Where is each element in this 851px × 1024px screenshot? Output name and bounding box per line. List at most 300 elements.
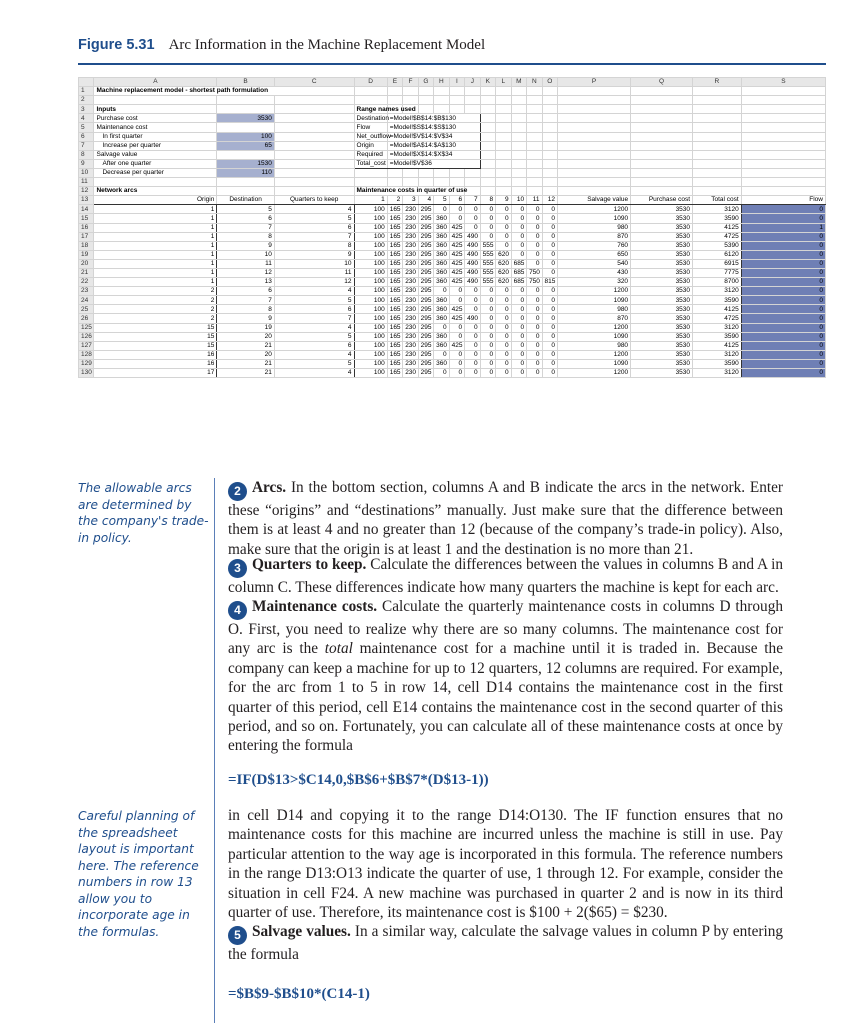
sheet-cell bbox=[217, 178, 275, 187]
sheet-cell bbox=[274, 123, 354, 132]
margin-note-arcs: The allowable arcs are determined by the company's trade-in policy. bbox=[78, 481, 209, 545]
table-header-cell: 11 bbox=[527, 196, 542, 205]
table-cell: 230 bbox=[403, 287, 418, 296]
table-cell: 0 bbox=[434, 369, 449, 378]
step-5-body: In a similar way, calculate the salvage values in column P by entering the formula bbox=[228, 923, 783, 963]
table-row bbox=[79, 232, 826, 241]
table-cell: 0 bbox=[511, 205, 526, 214]
table-header-cell: Destination bbox=[217, 196, 275, 205]
sheet-row-12 bbox=[79, 187, 826, 196]
table-cell: 100 bbox=[354, 214, 387, 223]
table-cell: 0 bbox=[480, 223, 495, 232]
column-header-c: C bbox=[274, 78, 354, 87]
input-label: After one quarter bbox=[94, 159, 217, 168]
table-cell: 295 bbox=[418, 314, 433, 323]
table-cell: 1200 bbox=[558, 350, 631, 359]
table-header-cell: Quarters to keep bbox=[274, 196, 354, 205]
sheet-cell bbox=[542, 87, 557, 96]
table-cell: 0 bbox=[511, 369, 526, 378]
range-reference: =Model!$S$14:$S$130 bbox=[387, 123, 480, 132]
sheet-cell bbox=[496, 150, 511, 159]
flow-cell: 0 bbox=[741, 296, 825, 305]
row-header: 18 bbox=[79, 241, 94, 250]
table-cell: 1 bbox=[94, 232, 217, 241]
table-cell: 360 bbox=[434, 241, 449, 250]
table-cell: 0 bbox=[511, 214, 526, 223]
table-cell: 165 bbox=[387, 341, 402, 350]
sheet-cell bbox=[558, 123, 631, 132]
column-header-r: R bbox=[693, 78, 742, 87]
table-cell: 1090 bbox=[558, 214, 631, 223]
table-cell: 0 bbox=[480, 205, 495, 214]
table-cell: 0 bbox=[511, 232, 526, 241]
column-header-i: I bbox=[449, 78, 464, 87]
table-cell: 425 bbox=[449, 250, 464, 259]
input-label: Increase per quarter bbox=[94, 141, 217, 150]
table-cell: 4725 bbox=[693, 314, 742, 323]
input-value: 65 bbox=[217, 141, 275, 150]
sheet-cell bbox=[527, 96, 542, 105]
table-cell: 0 bbox=[496, 323, 511, 332]
table-cell: 1 bbox=[94, 259, 217, 268]
table-cell: 0 bbox=[542, 214, 557, 223]
table-row bbox=[79, 241, 826, 250]
flow-cell: 0 bbox=[741, 241, 825, 250]
table-header-cell: 7 bbox=[465, 196, 480, 205]
table-cell: 100 bbox=[354, 205, 387, 214]
table-cell: 0 bbox=[511, 250, 526, 259]
section-label: Network arcs bbox=[94, 187, 217, 196]
sheet-cell bbox=[558, 87, 631, 96]
table-header-cell: Origin bbox=[94, 196, 217, 205]
sheet-cell bbox=[434, 105, 449, 114]
sheet-cell bbox=[542, 159, 557, 168]
sheet-cell bbox=[558, 168, 631, 177]
row-header: 24 bbox=[79, 296, 94, 305]
step-5-paragraph bbox=[228, 922, 783, 964]
column-header-l: L bbox=[496, 78, 511, 87]
sheet-cell bbox=[631, 178, 693, 187]
table-cell: 620 bbox=[496, 278, 511, 287]
table-cell: 685 bbox=[511, 268, 526, 277]
margin-note-planning: Careful planning of the spreadsheet layout is important here. The reference numbers in row 13 allow you to incorporate age in the formulas. bbox=[78, 809, 199, 939]
table-cell: 0 bbox=[527, 214, 542, 223]
table-cell: 165 bbox=[387, 359, 402, 368]
table-cell: 230 bbox=[403, 241, 418, 250]
sheet-row-7 bbox=[79, 141, 826, 150]
row-header: 128 bbox=[79, 350, 94, 359]
table-cell: 10 bbox=[274, 259, 354, 268]
table-cell: 0 bbox=[527, 314, 542, 323]
table-cell: 0 bbox=[511, 223, 526, 232]
sheet-cell bbox=[496, 123, 511, 132]
sheet-cell bbox=[449, 105, 464, 114]
table-cell: 20 bbox=[217, 350, 275, 359]
table-cell: 0 bbox=[527, 323, 542, 332]
sheet-cell bbox=[511, 141, 526, 150]
table-cell: 0 bbox=[465, 350, 480, 359]
table-cell: 165 bbox=[387, 223, 402, 232]
table-cell: 100 bbox=[354, 305, 387, 314]
input-value bbox=[217, 123, 275, 132]
table-row bbox=[79, 323, 826, 332]
title-rule bbox=[78, 63, 826, 65]
sheet-cell bbox=[418, 87, 433, 96]
table-cell: 3530 bbox=[631, 250, 693, 259]
sheet-cell bbox=[527, 187, 542, 196]
sheet-cell bbox=[741, 141, 825, 150]
table-cell: 0 bbox=[480, 287, 495, 296]
table-cell: 0 bbox=[449, 369, 464, 378]
sheet-cell bbox=[693, 123, 742, 132]
sheet-cell bbox=[480, 123, 495, 132]
table-cell: 360 bbox=[434, 314, 449, 323]
table-cell: 3590 bbox=[693, 359, 742, 368]
table-cell: 295 bbox=[418, 250, 433, 259]
table-cell: 490 bbox=[465, 250, 480, 259]
table-cell: 2 bbox=[94, 305, 217, 314]
table-cell: 0 bbox=[434, 287, 449, 296]
sheet-cell bbox=[527, 87, 542, 96]
sheet-cell bbox=[217, 187, 275, 196]
sheet-title: Machine replacement model - shortest path formulation bbox=[94, 87, 354, 96]
range-name: Flow bbox=[354, 123, 387, 132]
table-cell: 0 bbox=[496, 350, 511, 359]
step-5-heading: Salvage values. bbox=[252, 923, 351, 940]
sheet-cell bbox=[496, 114, 511, 123]
table-cell: 0 bbox=[496, 214, 511, 223]
continuation-paragraph bbox=[228, 806, 783, 922]
table-cell: 0 bbox=[511, 359, 526, 368]
table-cell: 0 bbox=[465, 296, 480, 305]
table-cell: 230 bbox=[403, 305, 418, 314]
table-cell: 360 bbox=[434, 341, 449, 350]
table-cell: 425 bbox=[449, 223, 464, 232]
table-cell: 360 bbox=[434, 359, 449, 368]
sheet-cell bbox=[274, 187, 354, 196]
table-cell: 3530 bbox=[631, 268, 693, 277]
sheet-cell bbox=[693, 159, 742, 168]
table-cell: 430 bbox=[558, 268, 631, 277]
table-cell: 3120 bbox=[693, 205, 742, 214]
sheet-cell bbox=[558, 105, 631, 114]
range-name: Total_cost bbox=[354, 159, 387, 168]
sheet-cell bbox=[418, 105, 433, 114]
flow-cell: 0 bbox=[741, 332, 825, 341]
sheet-cell bbox=[542, 105, 557, 114]
table-cell: 3590 bbox=[693, 296, 742, 305]
table-row bbox=[79, 205, 826, 214]
table-cell: 0 bbox=[511, 241, 526, 250]
table-cell: 230 bbox=[403, 223, 418, 232]
table-cell: 0 bbox=[449, 323, 464, 332]
sheet-cell bbox=[480, 168, 495, 177]
table-cell: 295 bbox=[418, 305, 433, 314]
table-cell: 3120 bbox=[693, 350, 742, 359]
table-cell: 0 bbox=[465, 287, 480, 296]
table-cell: 360 bbox=[434, 214, 449, 223]
table-cell: 6 bbox=[274, 223, 354, 232]
table-cell: 0 bbox=[496, 296, 511, 305]
row-header: 14 bbox=[79, 205, 94, 214]
table-cell: 0 bbox=[434, 205, 449, 214]
column-header-b: B bbox=[217, 78, 275, 87]
sheet-cell bbox=[274, 168, 354, 177]
sheet-row-2 bbox=[79, 96, 826, 105]
table-row bbox=[79, 259, 826, 268]
table-cell: 230 bbox=[403, 268, 418, 277]
table-cell: 490 bbox=[465, 259, 480, 268]
flow-cell: 0 bbox=[741, 305, 825, 314]
sheet-cell bbox=[542, 187, 557, 196]
table-cell: 165 bbox=[387, 241, 402, 250]
sheet-cell bbox=[741, 159, 825, 168]
table-cell: 6 bbox=[274, 341, 354, 350]
sheet-cell bbox=[434, 87, 449, 96]
table-cell: 16 bbox=[94, 350, 217, 359]
sheet-cell bbox=[387, 168, 402, 177]
sheet-cell bbox=[741, 168, 825, 177]
table-row bbox=[79, 359, 826, 368]
sheet-cell bbox=[480, 159, 495, 168]
table-cell: 3530 bbox=[631, 241, 693, 250]
table-cell: 0 bbox=[496, 314, 511, 323]
row-header: 127 bbox=[79, 341, 94, 350]
table-cell: 0 bbox=[449, 296, 464, 305]
row-header: 22 bbox=[79, 278, 94, 287]
table-cell: 165 bbox=[387, 369, 402, 378]
table-cell: 1 bbox=[94, 250, 217, 259]
table-cell: 1200 bbox=[558, 287, 631, 296]
table-cell: 555 bbox=[480, 250, 495, 259]
table-cell: 3530 bbox=[631, 350, 693, 359]
figure-number: Figure 5.31 bbox=[78, 37, 155, 53]
table-cell: 6 bbox=[217, 287, 275, 296]
row-header: 126 bbox=[79, 332, 94, 341]
sheet-cell bbox=[434, 168, 449, 177]
column-header-n: N bbox=[527, 78, 542, 87]
table-cell: 0 bbox=[527, 287, 542, 296]
table-cell: 1090 bbox=[558, 296, 631, 305]
input-label: Decrease per quarter bbox=[94, 168, 217, 177]
sheet-cell bbox=[527, 150, 542, 159]
table-cell: 230 bbox=[403, 278, 418, 287]
row-header: 26 bbox=[79, 314, 94, 323]
sheet-cell bbox=[741, 105, 825, 114]
table-header-cell: 2 bbox=[387, 196, 402, 205]
sheet-cell bbox=[496, 96, 511, 105]
sheet-cell bbox=[387, 87, 402, 96]
sheet-cell bbox=[741, 178, 825, 187]
sheet-cell bbox=[217, 96, 275, 105]
sheet-cell bbox=[631, 123, 693, 132]
table-cell: 870 bbox=[558, 314, 631, 323]
table-cell: 3530 bbox=[631, 259, 693, 268]
table-cell: 360 bbox=[434, 332, 449, 341]
sheet-cell bbox=[741, 96, 825, 105]
range-reference: =Model!$X$14:$X$34 bbox=[387, 150, 480, 159]
table-cell: 360 bbox=[434, 223, 449, 232]
flow-cell: 0 bbox=[741, 259, 825, 268]
table-cell: 100 bbox=[354, 296, 387, 305]
sheet-cell bbox=[542, 150, 557, 159]
table-row bbox=[79, 287, 826, 296]
table-header-cell: 10 bbox=[511, 196, 526, 205]
table-header-cell: Purchase cost bbox=[631, 196, 693, 205]
table-cell: 3120 bbox=[693, 287, 742, 296]
sheet-cell bbox=[631, 150, 693, 159]
input-value: 110 bbox=[217, 168, 275, 177]
table-cell: 0 bbox=[527, 369, 542, 378]
table-cell: 815 bbox=[542, 278, 557, 287]
table-cell: 0 bbox=[542, 314, 557, 323]
table-cell: 0 bbox=[542, 359, 557, 368]
table-cell: 360 bbox=[434, 259, 449, 268]
table-cell: 3530 bbox=[631, 305, 693, 314]
sheet-cell bbox=[558, 141, 631, 150]
table-cell: 0 bbox=[542, 305, 557, 314]
table-cell: 165 bbox=[387, 268, 402, 277]
column-header-a: A bbox=[94, 78, 217, 87]
table-cell: 0 bbox=[480, 332, 495, 341]
table-cell: 230 bbox=[403, 359, 418, 368]
table-cell: 0 bbox=[480, 296, 495, 305]
table-cell: 555 bbox=[480, 278, 495, 287]
table-cell: 0 bbox=[527, 250, 542, 259]
row-header: 21 bbox=[79, 268, 94, 277]
table-cell: 295 bbox=[418, 287, 433, 296]
table-cell: 0 bbox=[480, 305, 495, 314]
sheet-cell bbox=[496, 141, 511, 150]
sheet-cell bbox=[741, 114, 825, 123]
row-header: 23 bbox=[79, 287, 94, 296]
table-cell: 4 bbox=[274, 350, 354, 359]
table-cell: 0 bbox=[542, 268, 557, 277]
table-cell: 0 bbox=[496, 223, 511, 232]
range-reference: =Model!$A$14:$A$130 bbox=[387, 141, 480, 150]
sheet-row-3 bbox=[79, 105, 826, 114]
sheet-cell bbox=[480, 187, 495, 196]
table-cell: 0 bbox=[542, 250, 557, 259]
table-cell: 165 bbox=[387, 305, 402, 314]
sheet-cell bbox=[693, 132, 742, 141]
table-cell: 0 bbox=[542, 332, 557, 341]
sheet-row-9 bbox=[79, 159, 826, 168]
table-cell: 3530 bbox=[631, 232, 693, 241]
table-cell: 0 bbox=[465, 359, 480, 368]
sheet-cell bbox=[558, 96, 631, 105]
table-cell: 980 bbox=[558, 341, 631, 350]
table-cell: 11 bbox=[274, 268, 354, 277]
sheet-cell bbox=[274, 150, 354, 159]
table-cell: 4125 bbox=[693, 341, 742, 350]
table-cell: 0 bbox=[465, 323, 480, 332]
sheet-cell bbox=[511, 178, 526, 187]
table-cell: 165 bbox=[387, 250, 402, 259]
table-cell: 0 bbox=[542, 296, 557, 305]
table-cell: 0 bbox=[542, 223, 557, 232]
table-cell: 8700 bbox=[693, 278, 742, 287]
column-header-q: Q bbox=[631, 78, 693, 87]
table-cell: 0 bbox=[496, 232, 511, 241]
table-cell: 4 bbox=[274, 287, 354, 296]
column-header-f: F bbox=[403, 78, 418, 87]
table-cell: 165 bbox=[387, 323, 402, 332]
continuation-text: in cell D14 and copying it to the range D14:O130. The IF function ensures that no maintenance costs for this machine are incurred unless the machine is still in use. Pay particular attention to the way age is incorporated in this formula. The reference numbers in the range D13:O13 indicate the quarter of use, 1 through 12. For example, consider the situation in cell F24. A new machine was purchased in quarter 2 and is now in its third quarter of use. Therefore, its maintenance cost is $100 + 2($65) = $230. bbox=[228, 807, 783, 922]
table-cell: 490 bbox=[465, 268, 480, 277]
table-cell: 3590 bbox=[693, 332, 742, 341]
sheet-cell bbox=[403, 96, 418, 105]
sheet-cell bbox=[527, 114, 542, 123]
step-3-badge: 3 bbox=[228, 559, 247, 578]
table-cell: 100 bbox=[354, 278, 387, 287]
table-cell: 4725 bbox=[693, 232, 742, 241]
sheet-cell bbox=[449, 168, 464, 177]
step-2-heading: Arcs. bbox=[252, 479, 287, 496]
table-cell: 3530 bbox=[631, 278, 693, 287]
table-cell: 230 bbox=[403, 250, 418, 259]
sheet-cell bbox=[403, 178, 418, 187]
sheet-cell bbox=[511, 87, 526, 96]
input-label: Maintenance cost bbox=[94, 123, 217, 132]
sheet-cell bbox=[693, 96, 742, 105]
table-cell: 620 bbox=[496, 268, 511, 277]
table-cell: 6 bbox=[217, 214, 275, 223]
table-cell: 0 bbox=[465, 369, 480, 378]
table-cell: 295 bbox=[418, 369, 433, 378]
table-row bbox=[79, 369, 826, 378]
table-cell: 0 bbox=[527, 332, 542, 341]
table-cell: 230 bbox=[403, 232, 418, 241]
sheet-cell bbox=[693, 105, 742, 114]
figure-caption: Arc Information in the Machine Replacement Model bbox=[168, 37, 486, 53]
table-row bbox=[79, 296, 826, 305]
table-cell: 1 bbox=[94, 278, 217, 287]
table-cell: 0 bbox=[449, 359, 464, 368]
sheet-cell bbox=[354, 178, 387, 187]
table-cell: 100 bbox=[354, 332, 387, 341]
row-header: 13 bbox=[79, 196, 94, 205]
sheet-cell bbox=[403, 87, 418, 96]
table-header-cell: 3 bbox=[403, 196, 418, 205]
step-4-badge: 4 bbox=[228, 601, 247, 620]
sheet-cell bbox=[542, 178, 557, 187]
table-cell: 1 bbox=[94, 241, 217, 250]
table-cell: 0 bbox=[542, 369, 557, 378]
table-cell: 5390 bbox=[693, 241, 742, 250]
sheet-cell bbox=[527, 159, 542, 168]
table-cell: 0 bbox=[480, 369, 495, 378]
table-cell: 0 bbox=[542, 241, 557, 250]
row-header: 8 bbox=[79, 150, 94, 159]
flow-cell: 0 bbox=[741, 314, 825, 323]
sheet-cell bbox=[542, 96, 557, 105]
table-cell: 0 bbox=[542, 287, 557, 296]
sheet-row-1 bbox=[79, 87, 826, 96]
table-cell: 0 bbox=[542, 232, 557, 241]
table-cell: 100 bbox=[354, 314, 387, 323]
sheet-cell bbox=[274, 159, 354, 168]
table-cell: 2 bbox=[94, 314, 217, 323]
sheet-cell bbox=[465, 96, 480, 105]
flow-cell: 0 bbox=[741, 205, 825, 214]
sheet-cell bbox=[449, 96, 464, 105]
table-cell: 295 bbox=[418, 268, 433, 277]
column-header-e: E bbox=[387, 78, 402, 87]
table-cell: 1200 bbox=[558, 369, 631, 378]
sheet-cell bbox=[465, 105, 480, 114]
range-reference: =Model!$B$14:$B$130 bbox=[387, 114, 480, 123]
